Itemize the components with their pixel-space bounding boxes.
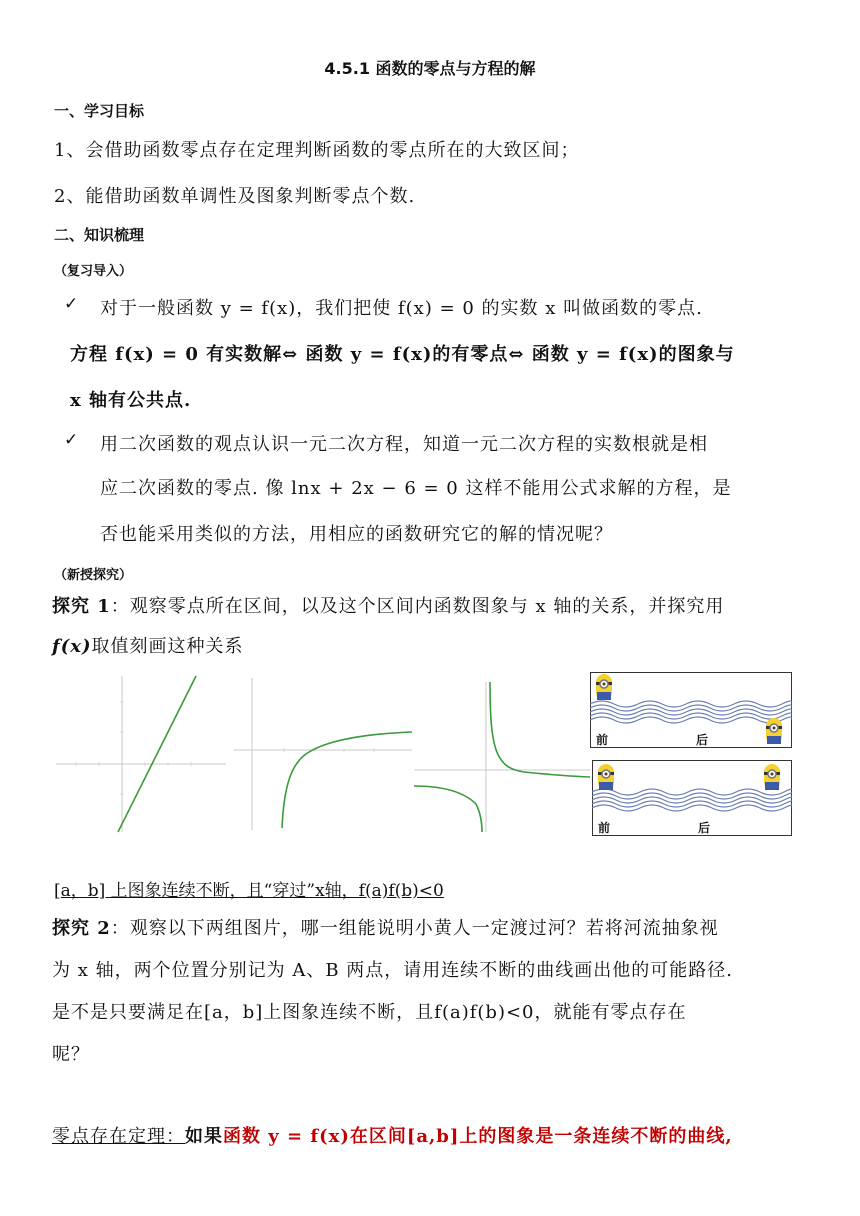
equivalence-line-2: x 轴有公共点.	[70, 390, 192, 411]
goals-heading: 一、学习目标	[54, 102, 145, 120]
minion-icon	[598, 764, 614, 790]
front-label: 前	[598, 821, 611, 835]
explore-2-text-line-4: 呢？	[52, 1044, 90, 1065]
river-picture-bottom	[592, 760, 792, 836]
linear-curve	[118, 676, 196, 832]
goal-2: 2、能借助函数单调性及图象判断零点个数.	[54, 186, 416, 207]
review-item-2-line-3: 否也能采用类似的方法，用相应的函数研究它的解的情况呢？	[100, 524, 613, 545]
graph-hyperbola	[414, 680, 590, 834]
equivalence-line-1: 方程 f(x) = 0 有实数解⇔ 函数 y = f(x)的有零点⇔ 函数 y = f(x)的图象与	[70, 344, 735, 365]
explore-2-text-line-2: 为 x 轴，两个位置分别记为 A、B 两点，请用连续不断的曲线画出他的可能路径.	[52, 960, 733, 981]
explore-1-text: 探究 1：观察零点所在区间，以及这个区间内函数图象与 x 轴的关系，并探究用	[52, 596, 725, 617]
check-icon: ✓	[64, 294, 79, 314]
page-title: 4.5.1 函数的零点与方程的解	[324, 59, 536, 78]
explore-2-label: 探究 2	[52, 918, 111, 939]
front-label: 前	[596, 733, 609, 747]
explore-1-label: 探究 1	[52, 596, 111, 617]
minion-icon	[766, 718, 782, 744]
zero-existence-theorem: 零点存在定理：如果函数 y = f(x)在区间[a,b]上的图象是一条连续不断的曲线,	[52, 1126, 733, 1147]
explore-1-conclusion: [a，b] 上图象连续不断，且“穿过”x轴，f(a)f(b)<0	[54, 881, 444, 901]
minion-icon	[596, 674, 612, 700]
graph-logarithmic	[234, 674, 412, 832]
review-item-2-line-2: 应二次函数的零点. 像 lnx + 2x − 6 = 0 这样不能用公式求解的方程，是	[100, 478, 732, 499]
hyperbola-left-branch	[414, 786, 482, 832]
theorem-label: 零点存在定理：	[52, 1126, 185, 1147]
review-item-1: 对于一般函数 y = f(x)，我们把使 f(x) = 0 的实数 x 叫做函数的零点.	[100, 298, 703, 319]
river-picture-top	[590, 672, 792, 748]
goal-1: 1、会借助函数零点存在定理判断函数的零点所在的大致区间；	[54, 140, 580, 161]
back-label: 后	[698, 821, 711, 835]
explore-2-text-line-3: 是不是只要满足在[a，b]上图象连续不断，且f(a)f(b)<0，就能有零点存在	[52, 1002, 687, 1023]
check-icon: ✓	[64, 430, 79, 450]
new-teaching-label: （新授探究）	[54, 568, 133, 583]
back-label: 后	[696, 733, 709, 747]
review-item-2-line-1: 用二次函数的观点认识一元二次方程，知道一元二次方程的实数根就是相	[100, 434, 708, 455]
explore-2-text-line-1: 探究 2：观察以下两组图片，哪一组能说明小黄人一定渡过河？若将河流抽象视	[52, 918, 719, 939]
theorem-condition: 函数 y = f(x)在区间[a,b]上的图象是一条连续不断的曲线,	[223, 1126, 733, 1147]
log-curve	[282, 732, 412, 828]
minion-icon	[764, 764, 780, 790]
graph-linear	[56, 672, 226, 834]
knowledge-heading: 二、知识梳理	[54, 226, 145, 244]
explore-1-text-line-2: f(x)取值刻画这种关系	[52, 636, 244, 657]
hyperbola-right-branch	[490, 682, 590, 777]
review-label: （复习导入）	[54, 264, 133, 279]
